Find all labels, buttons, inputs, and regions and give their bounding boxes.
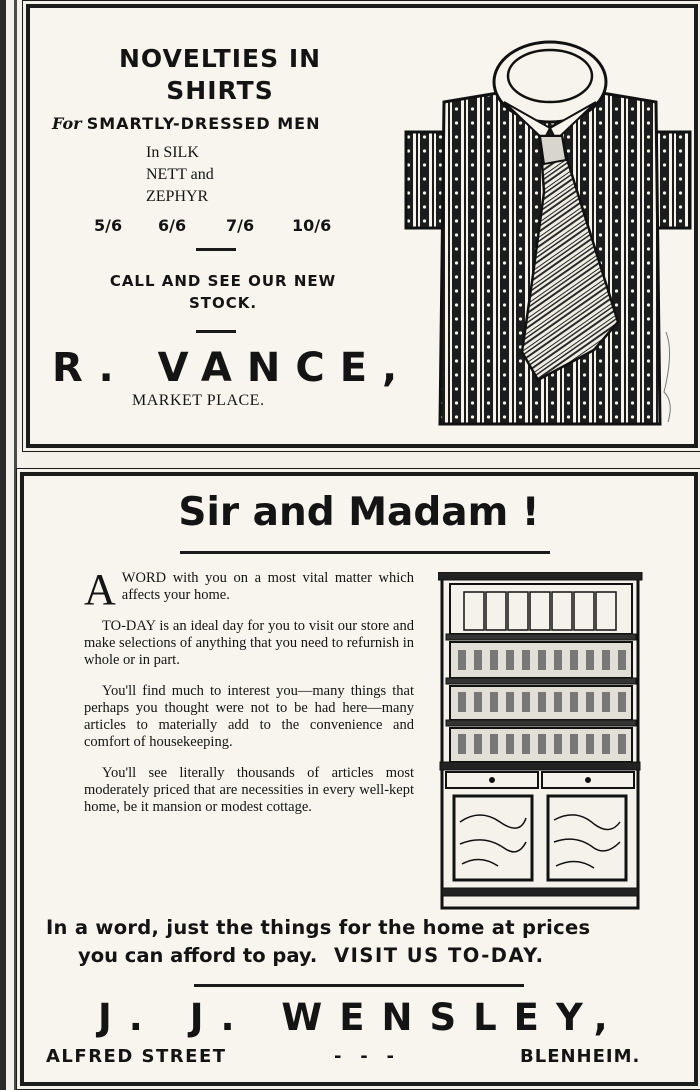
fabric-nett: NETT and: [146, 166, 214, 183]
merchant-address: MARKET PLACE.: [132, 392, 265, 409]
headline-sir-and-madam: Sir and Madam !: [178, 490, 540, 535]
price: 10/6: [292, 216, 332, 235]
call-line-2: STOCK.: [188, 294, 258, 312]
column-rule-left: [0, 0, 6, 1090]
address-town: BLENHEIM.: [520, 1046, 641, 1067]
call-line-1: CALL AND SEE OUR NEW: [109, 272, 337, 290]
fabric-list: [146, 142, 214, 208]
merchant-name-vance: R. VANCE,: [52, 345, 413, 391]
column-rule-inner: [14, 0, 17, 1090]
for-word: For: [52, 114, 82, 133]
fabric-zephyr: ZEPHYR: [146, 188, 209, 205]
ad-wensley-furniture: [20, 472, 698, 1086]
headline-rule: [180, 551, 550, 554]
price: 6/6: [158, 216, 187, 235]
paragraph-2: TO-DAY is an ideal day for you to visit our store and make selections of anything that you need to refurnish in whole or in part.: [84, 618, 414, 668]
dresser-cabinet-illustration: [438, 572, 644, 912]
address-street: ALFRED STREET: [46, 1046, 227, 1067]
tagline-visit: VISIT US TO-DAY.: [334, 944, 545, 967]
price: 7/6: [226, 216, 255, 235]
headline-shirts: SHIRTS: [166, 76, 274, 105]
drop-cap: A: [84, 565, 116, 614]
paragraph-4: You'll see literally thousands of articles most moderately priced that are necessities in every well-kept home, be it mansion or modest cottage.: [84, 765, 414, 815]
shirt-and-tie-illustration: [404, 32, 694, 427]
tagline-line-2: [78, 944, 678, 967]
tagline-afford: you can afford to pay.: [78, 944, 318, 967]
short-rule: [196, 248, 236, 251]
address-dashes: - - -: [334, 1046, 395, 1067]
subheadline: [52, 114, 402, 133]
body-copy: [84, 565, 414, 830]
footer-rule: [194, 984, 524, 987]
ad-vance-shirts: [26, 4, 698, 448]
fabric-silk: In SILK: [146, 144, 199, 161]
short-rule: [196, 330, 236, 333]
price: 5/6: [94, 216, 123, 235]
headline-novelties: NOVELTIES IN: [118, 44, 322, 73]
paragraph-3: You'll find much to interest you—many things that perhaps you thought were not to be had here—many articles to materially add to the convenience and comfort of housekeeping.: [84, 683, 414, 750]
smartly-dressed-men: SMARTLY-DRESSED MEN: [86, 114, 321, 133]
paragraph-1: AWORD with you on a most vital matter which affects your home.: [84, 565, 414, 614]
price-list: [94, 216, 352, 235]
merchant-name-wensley: J. J. WENSLEY,: [98, 996, 625, 1039]
tagline-line-1: In a word, just the things for the home at prices: [46, 916, 591, 939]
